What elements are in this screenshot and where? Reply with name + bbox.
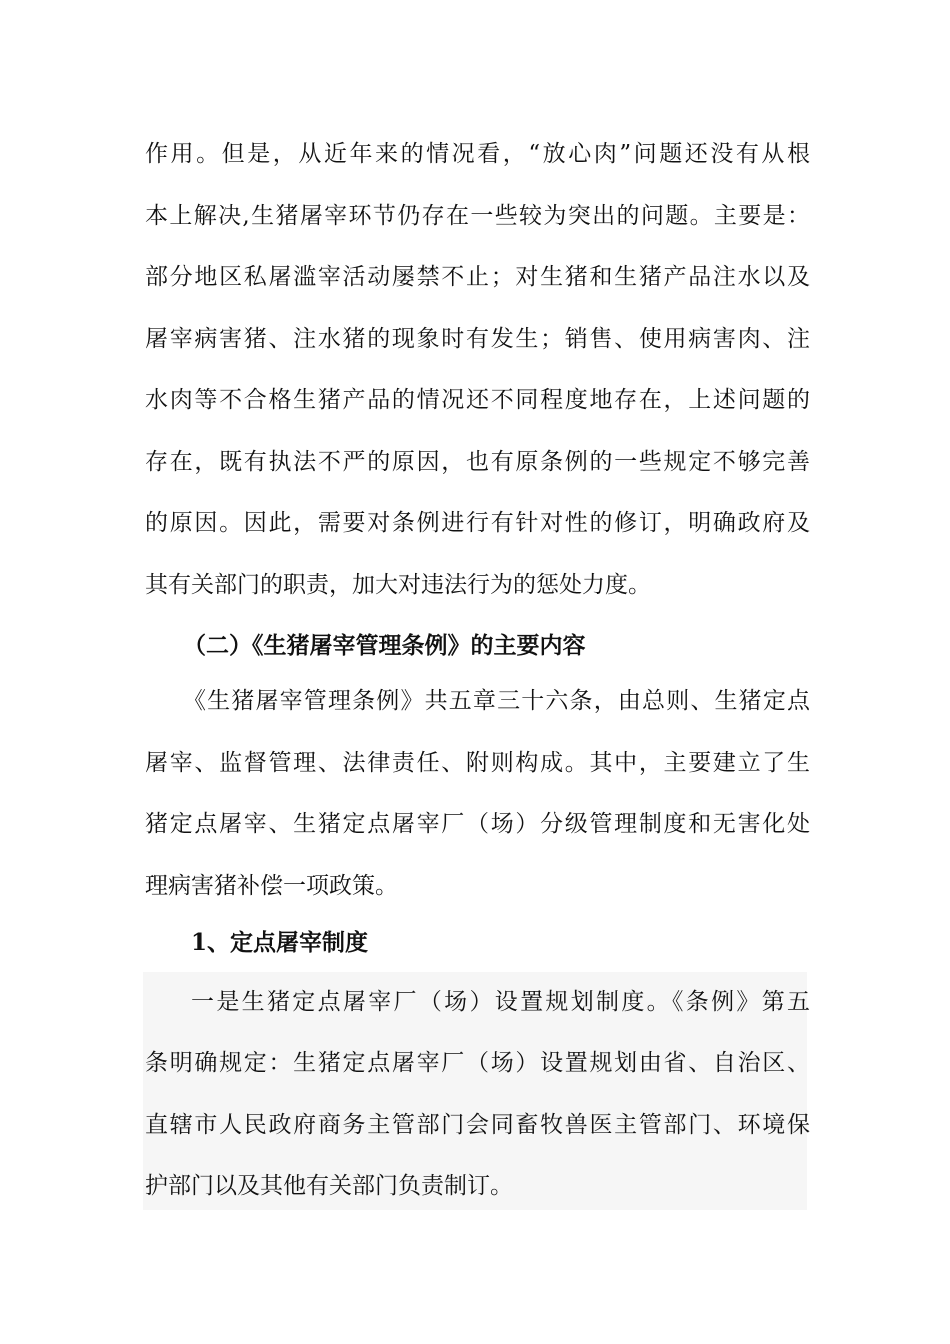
paragraph-line: 一是生猪定点屠宰厂（场）设置规划制度。《条例》第五 [191,989,810,1015]
paragraph-line: 其有关部门的职责，加大对违法行为的惩处力度。 [145,572,651,598]
paragraph-line: 存在，既有执法不严的原因，也有原条例的一些规定不够完善 [145,449,810,475]
paragraph-line: 作用。但是，从近年来的情况看，“放心肉”问题还没有从根 [145,141,810,167]
paragraph-line: 水肉等不合格生猪产品的情况还不同程度地存在，上述问题的 [145,387,810,413]
paragraph-line: 《生猪屠宰管理条例》共五章三十六条，由总则、生猪定点 [183,688,810,714]
paragraph-line: 直辖市人民政府商务主管部门会同畜牧兽医主管部门、环境保 [145,1112,810,1138]
paragraph-line: 屠宰、监督管理、法律责任、附则构成。其中，主要建立了生 [145,750,810,776]
paragraph-line: 条明确规定：生猪定点屠宰厂（场）设置规划由省、自治区、 [145,1050,810,1076]
paragraph-line: 护部门以及其他有关部门负责制订。 [145,1173,513,1199]
subsection-heading: 1、定点屠宰制度 [191,929,369,956]
paragraph-line: 的原因。因此，需要对条例进行有针对性的修订，明确政府及 [145,510,810,536]
paragraph-line: 猪定点屠宰、生猪定点屠宰厂（场）分级管理制度和无害化处 [145,811,810,837]
paragraph-line: 本上解决,生猪屠宰环节仍存在一些较为突出的问题。主要是： [145,203,810,229]
paragraph-line: 屠宰病害猪、注水猪的现象时有发生；销售、使用病害肉、注 [145,326,810,352]
paragraph-line: 理病害猪补偿一项政策。 [145,873,398,899]
section-heading: （二）《生猪屠宰管理条例》的主要内容 [183,632,586,659]
paragraph-line: 部分地区私屠滥宰活动屡禁不止；对生猪和生猪产品注水以及 [145,264,810,290]
